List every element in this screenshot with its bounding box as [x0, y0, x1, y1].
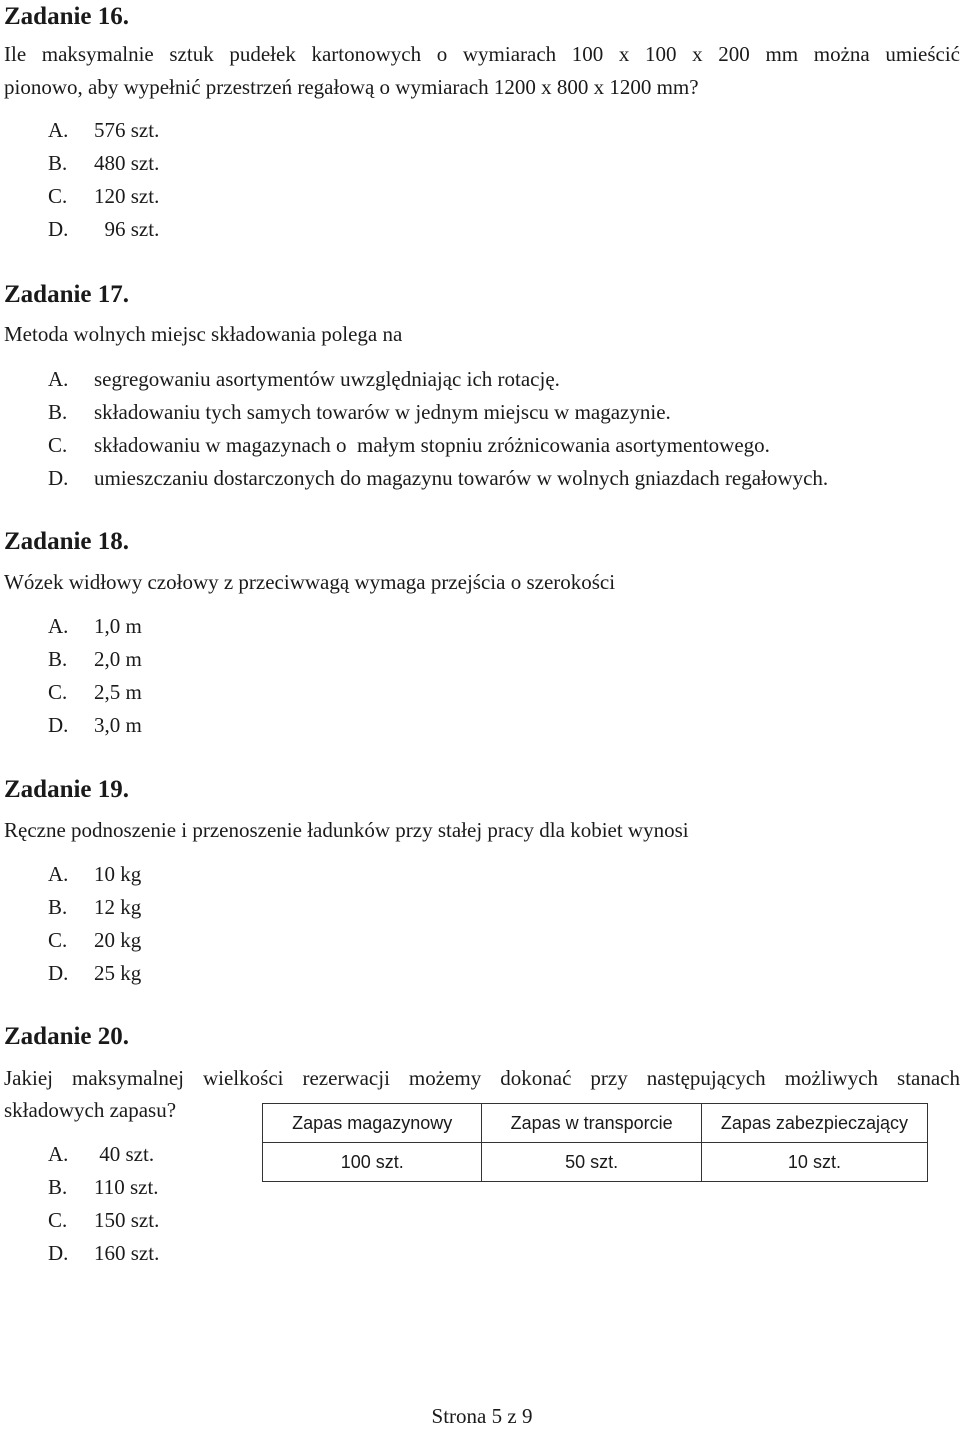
task-20-question-line-2: składowych zapasu?	[4, 1098, 177, 1122]
task-20-question-line-1: Jakiej maksymalnej wielkości rezerwacji możemy dokonać przy następujących możliwych stanach	[4, 1066, 960, 1090]
page-number: Strona 5 z 9	[431, 1404, 533, 1428]
answer-option: B. 480 szt.	[48, 151, 160, 175]
answer-option: A. 576 szt.	[48, 118, 160, 142]
task-20-heading: Zadanie 20.	[4, 1023, 130, 1050]
table-cell: 10 szt.	[701, 1143, 927, 1182]
answer-option: C. składowaniu w magazynach o małym stopniu zróżnicowania asortymentowego.	[48, 433, 770, 457]
table-cell: 50 szt.	[482, 1143, 701, 1182]
task-18-answers	[48, 610, 142, 742]
task-19-question: Ręczne podnoszenie i przenoszenie ładunków przy stałej pracy dla kobiet wynosi	[4, 818, 689, 842]
answer-option: C. 150 szt.	[48, 1208, 160, 1232]
task-17-answers	[48, 363, 828, 495]
answer-option: D. 96 szt.	[48, 217, 160, 241]
answer-option: D. umieszczaniu dostarczonych do magazynu towarów w wolnych gniazdach regałowych.	[48, 466, 829, 490]
answer-option: D. 160 szt.	[48, 1241, 160, 1265]
answer-option: B. 110 szt.	[48, 1175, 159, 1199]
column-header: Zapas magazynowy	[263, 1104, 482, 1143]
task-16-heading: Zadanie 16.	[4, 3, 130, 30]
answer-option: D. 25 kg	[48, 961, 142, 985]
answer-option: A. 1,0 m	[48, 614, 142, 638]
answer-option: A. 10 kg	[48, 862, 142, 886]
answer-option: D. 3,0 m	[48, 713, 142, 737]
task-16-question-line-2: pionowo, aby wypełnić przestrzeń regałową o wymiarach 1200 x 800 x 1200 mm?	[4, 75, 699, 99]
answer-option: C. 120 szt.	[48, 184, 160, 208]
task-16-answers	[48, 114, 159, 246]
answer-option: B. składowaniu tych samych towarów w jednym miejscu w magazynie.	[48, 400, 671, 424]
task-17-heading: Zadanie 17.	[4, 281, 130, 308]
answer-option: C. 2,5 m	[48, 680, 142, 704]
answer-option: A. 40 szt.	[48, 1142, 155, 1166]
task-17-question: Metoda wolnych miejsc składowania polega na	[4, 322, 403, 346]
table-header-row	[263, 1104, 928, 1143]
task-20-answers	[48, 1138, 159, 1270]
table-row	[263, 1143, 928, 1182]
answer-option: A. segregowaniu asortymentów uwzględniając ich rotację.	[48, 367, 560, 391]
stock-levels-table	[262, 1103, 928, 1182]
column-header: Zapas zabezpieczający	[701, 1104, 927, 1143]
answer-option: B. 2,0 m	[48, 647, 142, 671]
task-19-answers	[48, 858, 141, 990]
task-18-heading: Zadanie 18.	[4, 528, 130, 555]
answer-option: C. 20 kg	[48, 928, 142, 952]
task-18-question: Wózek widłowy czołowy z przeciwwagą wymaga przejścia o szerokości	[4, 570, 616, 594]
table-cell: 100 szt.	[263, 1143, 482, 1182]
column-header: Zapas w transporcie	[482, 1104, 701, 1143]
task-16-question-line-1: Ile maksymalnie sztuk pudełek kartonowych o wymiarach 100 x 100 x 200 mm można umieścić	[4, 42, 960, 66]
task-19-heading: Zadanie 19.	[4, 776, 130, 803]
answer-option: B. 12 kg	[48, 895, 142, 919]
